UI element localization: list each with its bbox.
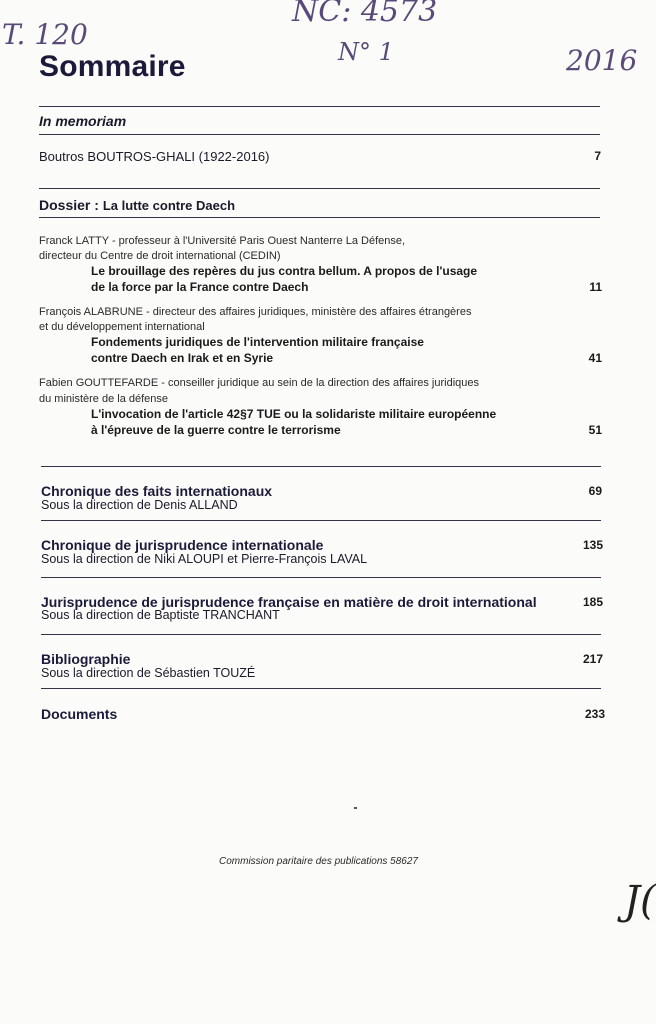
- section-subtitle: Sous la direction de Denis ALLAND: [41, 498, 238, 512]
- page-number: 51: [588, 423, 602, 437]
- handwritten-catalog-number: NC: 4573: [292, 0, 438, 29]
- section-title: Chronique de jurisprudence internationale: [41, 537, 324, 553]
- article-author-line: et du développement international: [39, 321, 205, 333]
- page-number: 69: [588, 484, 602, 498]
- article-title-line: Le brouillage des repères du jus contra bellum. A propos de l'usage: [91, 264, 478, 278]
- article-author-line: François ALABRUNE - directeur des affaires juridiques, ministère des affaires étrangères: [39, 306, 472, 318]
- divider: [41, 688, 601, 689]
- handwritten-year: 2016: [566, 44, 638, 77]
- ink-speck: [354, 807, 357, 809]
- divider: [39, 188, 600, 189]
- handwritten-shelfmark: T. 120: [2, 18, 88, 51]
- page-number: 135: [582, 538, 603, 552]
- article-title-line: L'invocation de l'article 42§7 TUE ou la solidariste militaire européenne: [91, 407, 497, 421]
- page-number: 7: [594, 149, 601, 163]
- page-number: 233: [584, 707, 605, 721]
- in-memoriam-entry: Boutros BOUTROS-GHALI (1922-2016): [39, 149, 270, 164]
- divider: [41, 520, 601, 521]
- handwritten-mark: J(: [624, 878, 656, 924]
- divider: [41, 634, 601, 635]
- section-subtitle: Sous la direction de Baptiste TRANCHANT: [41, 608, 280, 622]
- page-number: 41: [588, 351, 602, 365]
- divider: [39, 217, 600, 218]
- section-subtitle: Sous la direction de Niki ALOUPI et Pierre-François LAVAL: [41, 552, 368, 566]
- section-title: Jurisprudence de jurisprudence française en matière de droit international: [41, 594, 537, 610]
- divider: [41, 466, 601, 467]
- article-author-line: directeur du Centre de droit international (CEDIN): [39, 250, 281, 262]
- page-number: 185: [582, 595, 603, 609]
- divider: [41, 577, 601, 578]
- handwritten-issue-number: N° 1: [338, 38, 394, 66]
- article-title-line: de la force par la France contre Daech: [91, 280, 309, 294]
- section-title: Documents: [41, 706, 118, 722]
- dossier-topic: La lutte contre Daech: [102, 198, 236, 213]
- page-number: 217: [582, 652, 603, 666]
- article-author-line: Franck LATTY - professeur à l'Université Paris Ouest Nanterre La Défense,: [39, 235, 406, 247]
- page-number: 11: [589, 280, 602, 294]
- article-author-line: Fabien GOUTTEFARDE - conseiller juridique au sein de la direction des affaires juridiques: [39, 377, 480, 389]
- section-title: Chronique des faits internationaux: [41, 483, 273, 499]
- dossier-label: Dossier: [39, 197, 91, 213]
- section-subtitle: Sous la direction de Sébastien TOUZÉ: [41, 666, 256, 680]
- divider: [39, 106, 600, 107]
- in-memoriam-heading: In memoriam: [39, 113, 127, 129]
- dossier-separator: :: [90, 197, 103, 213]
- section-title: Bibliographie: [41, 651, 131, 667]
- article-title-line: Fondements juridiques de l'intervention militaire française: [91, 335, 424, 349]
- dossier-heading: [39, 197, 235, 215]
- page-title: Sommaire: [39, 50, 186, 83]
- footer-note: Commission paritaire des publications 58627: [219, 856, 418, 867]
- article-title-line: contre Daech en Irak et en Syrie: [91, 351, 274, 365]
- article-title-line: à l'épreuve de la guerre contre le terrorisme: [91, 423, 341, 437]
- divider: [39, 134, 600, 135]
- article-author-line: du ministère de la défense: [39, 393, 169, 405]
